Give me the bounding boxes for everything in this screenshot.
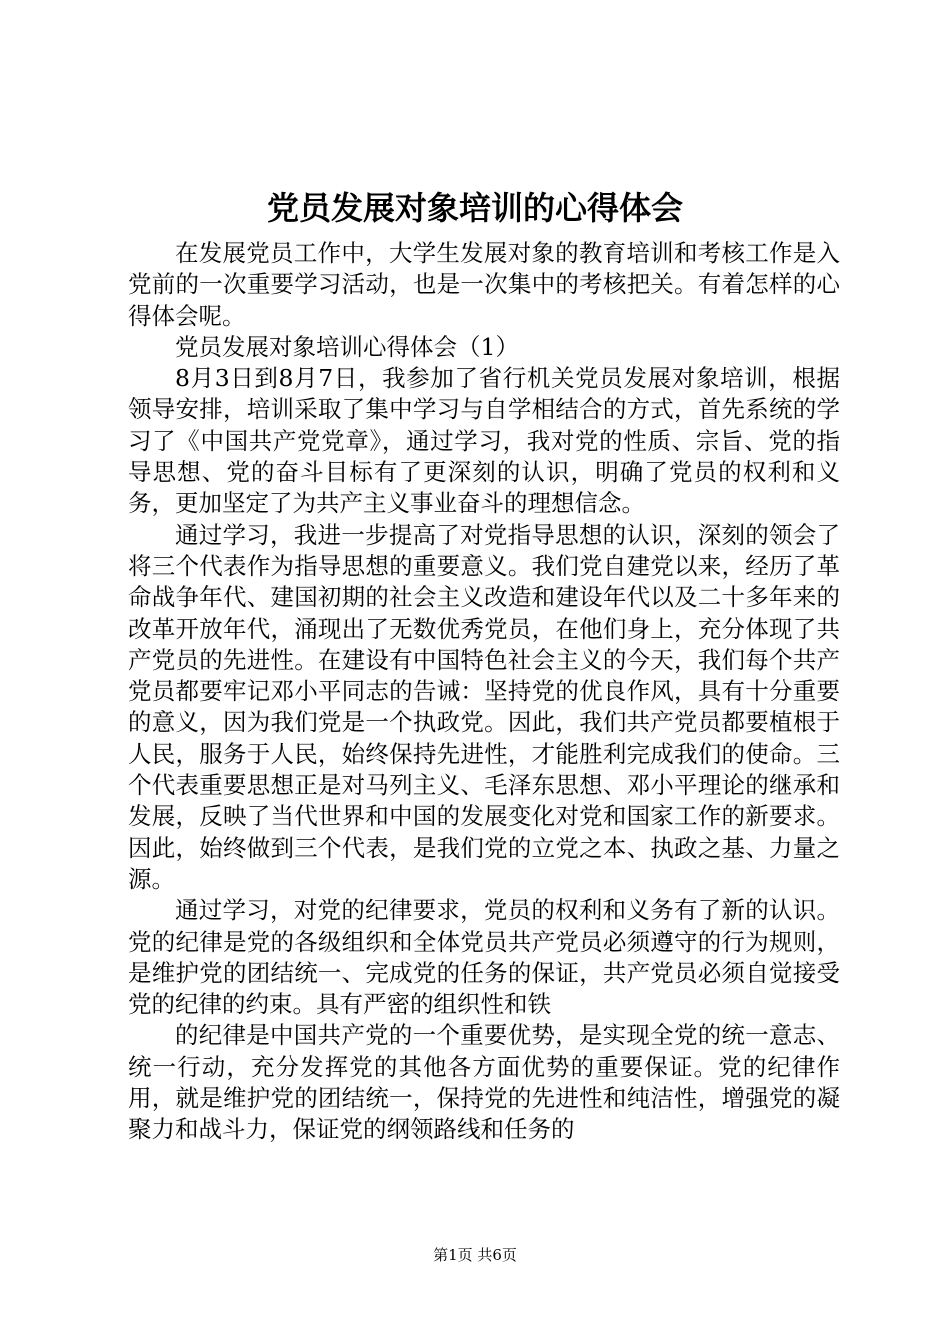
body-paragraph: 通过学习，我进一步提高了对党指导思想的认识，深刻的领会了将三个代表作为指导思想的重要意义。我们党自建党以来，经历了革命战争年代、建国初期的社会主义改造和建设年代以及二十多年来的改革开放年代，涌现出了无数优秀党员，在他们身上，充分体现了共产党员的先进性。在建设有中国特色社会主义的今天，我们每个共产党员都要牢记邓小平同志的告诫：坚持党的优良作风，具有十分重要的意义，因为我们党是一个执政党。因此，我们共产党员都要植根于人民，服务于人民，始终保持先进性，才能胜利完成我们的使命。三个代表重要思想正是对马列主义、毛泽东思想、邓小平理论的继承和发展，反映了当代世界和中国的发展变化对党和国家工作的新要求。因此，始终做到三个代表，是我们党的立党之本、执政之基、力量之源。 [128,520,840,893]
page-number-footer: 第1页 共6页 [433,1246,517,1264]
body-paragraph: 的纪律是中国共产党的一个重要优势，是实现全党的统一意志、统一行动，充分发挥党的其他各方面优势的重要保证。党的纪律作用，就是维护党的团结统一，保持党的先进性和纯洁性，增强党的凝聚力和战斗力，保证党的纲领路线和任务的 [128,1021,840,1144]
body-paragraph: 通过学习，对党的纪律要求，党员的权利和义务有了新的认识。党的纪律是党的各级组织和全体党员共产党员必须遵守的行为规则，是维护党的团结统一、完成党的任务的保证，共产党员必须自觉接受党的纪律的约束。具有严密的组织性和铁 [128,896,840,1019]
section-heading: 党员发展对象培训心得体会（1） [175,332,519,361]
document-body [128,238,840,1146]
body-paragraph: 8月3日到8月7日，我参加了省行机关党员发展对象培训，根据领导安排，培训采取了集中学习与自学相结合的方式，首先系统的学习了《中国共产党党章》，通过学习，我对党的性质、宗旨、党的指导思想、党的奋斗目标有了更深刻的认识，明确了党员的权利和义务，更加坚定了为共产主义事业奋斗的理想信念。 [128,364,840,518]
intro-paragraph: 在发展党员工作中，大学生发展对象的教育培训和考核工作是入党前的一次重要学习活动，也是一次集中的考核把关。有着怎样的心得体会呢。 [128,239,840,330]
document-title: 党员发展对象培训的心得体会 [266,189,683,227]
